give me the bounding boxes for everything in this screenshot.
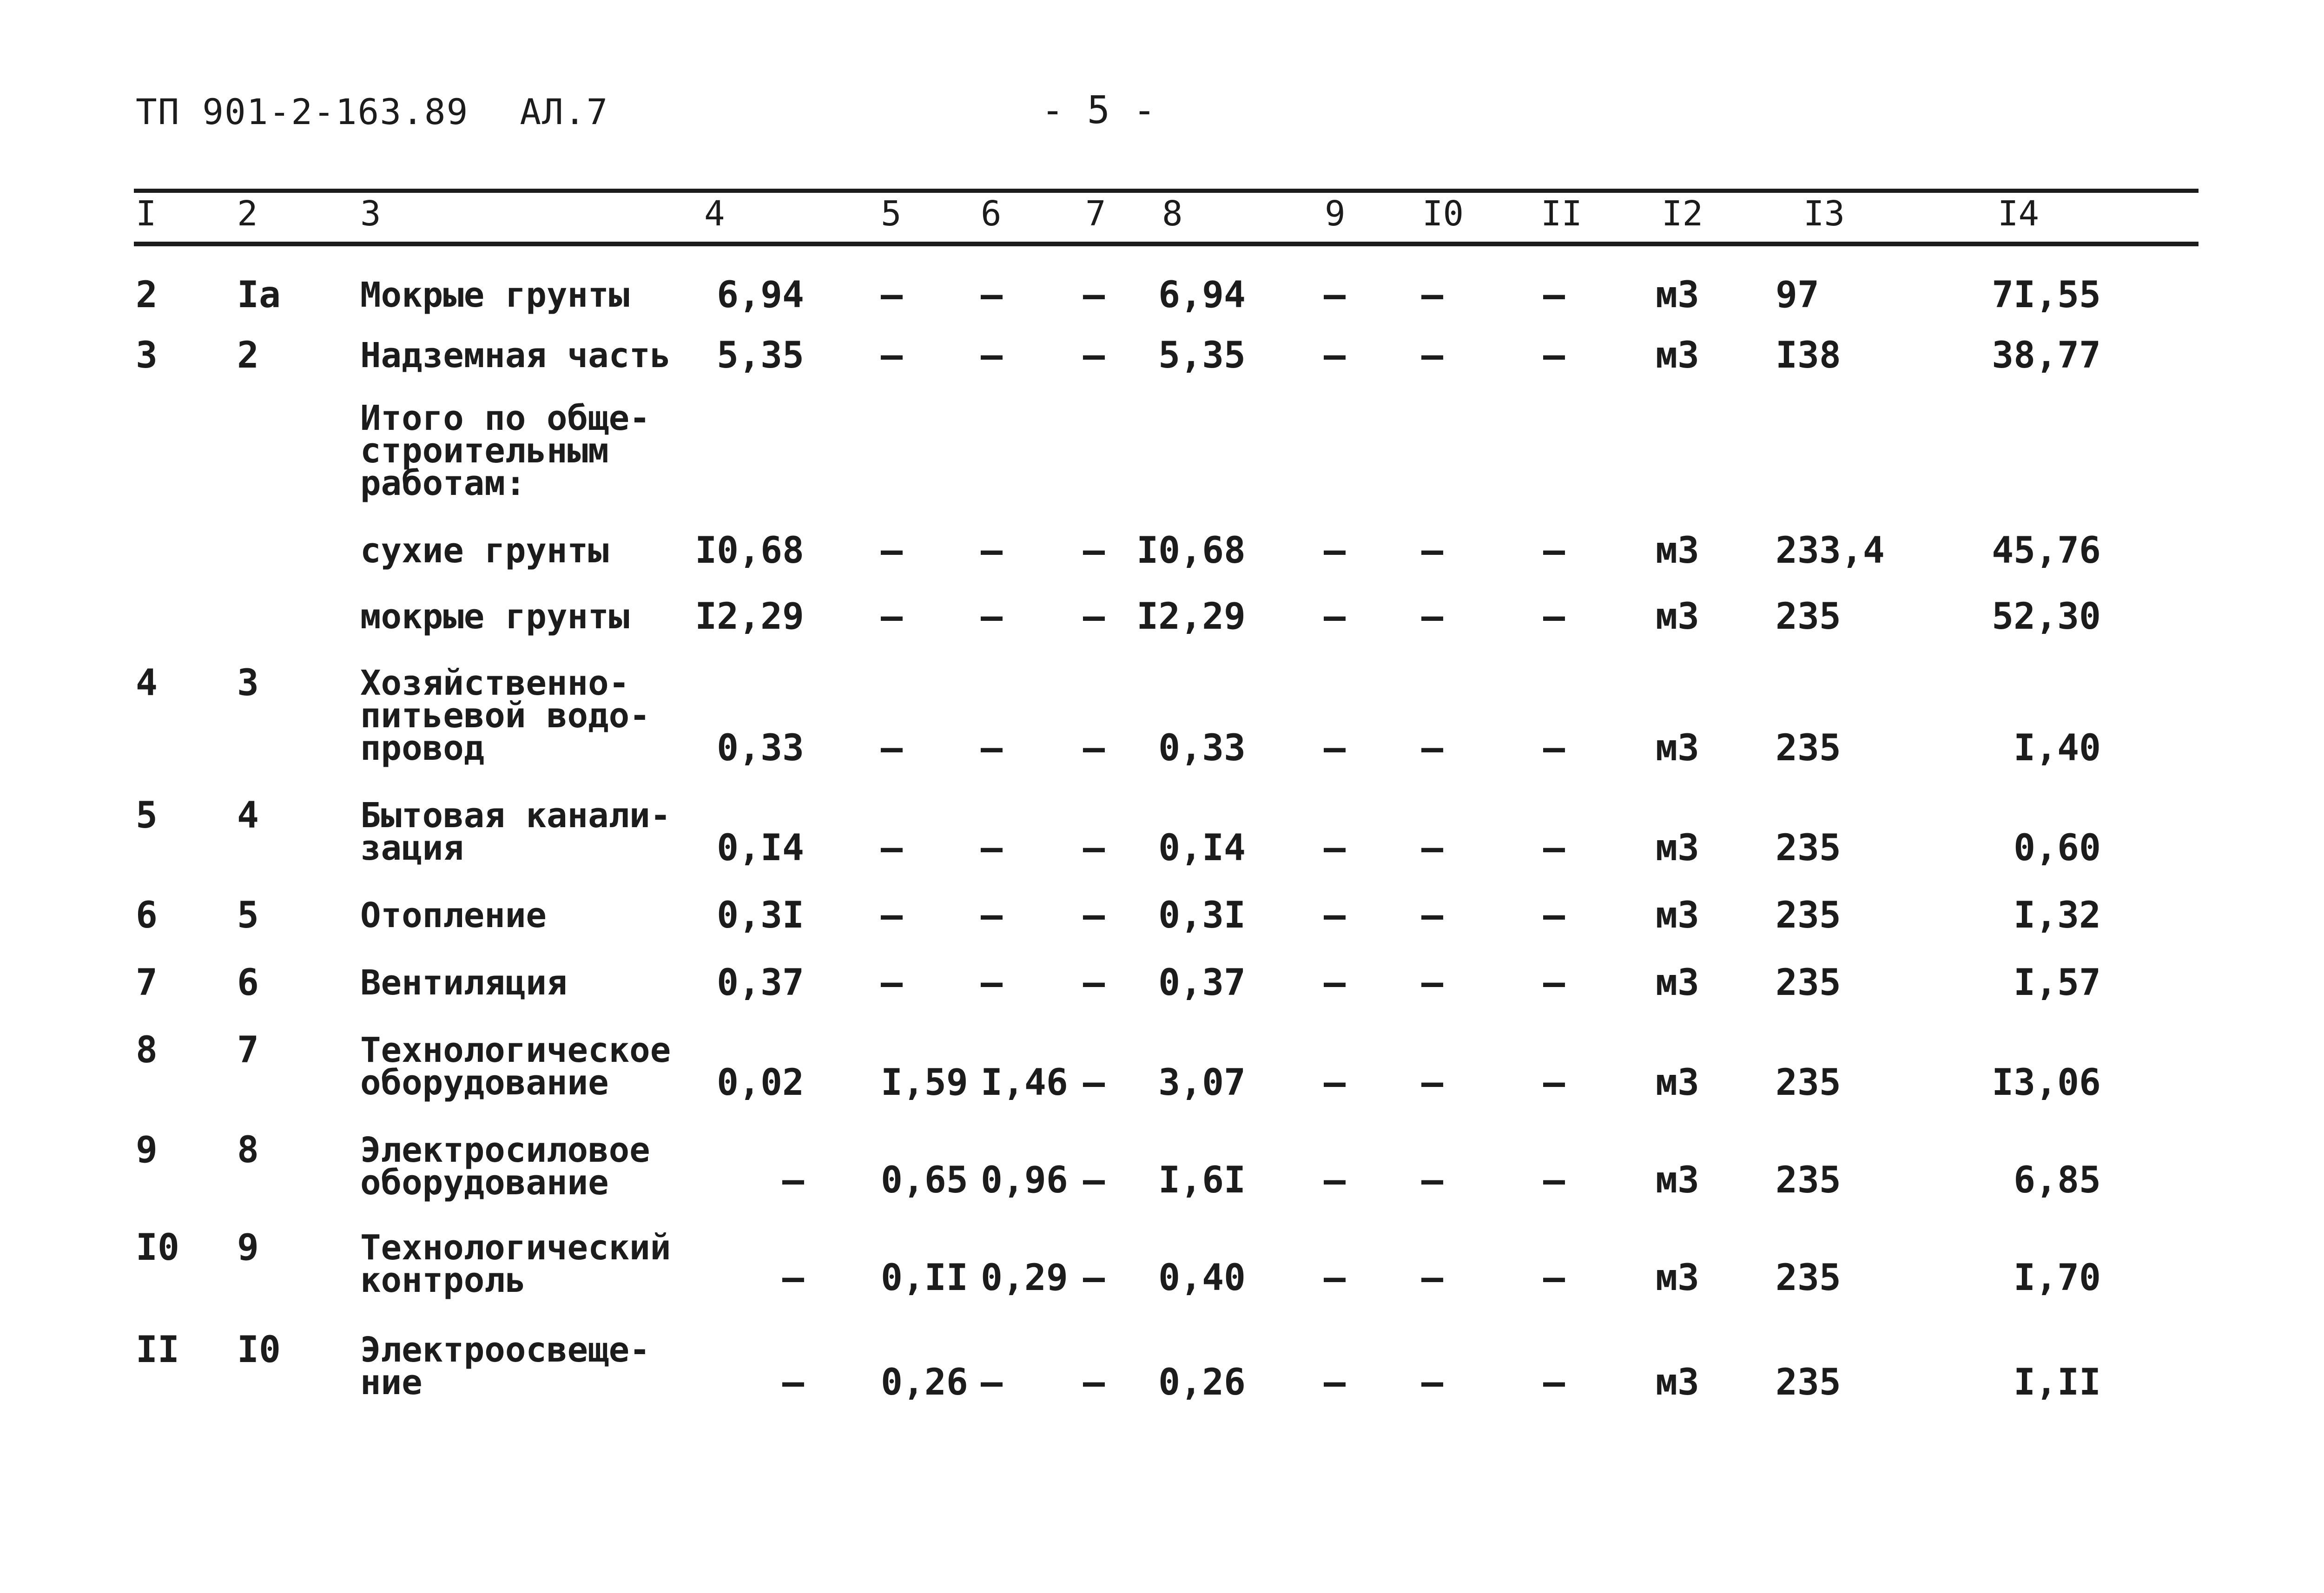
- table-cell-c11: –: [1543, 335, 1565, 376]
- table-cell-c11: –: [1543, 1362, 1565, 1403]
- table-cell-c8: 3,07: [1158, 1062, 1246, 1104]
- table-cell-c10: –: [1421, 1257, 1443, 1299]
- table-cell-c5: –: [881, 596, 903, 638]
- table-cell-c12: м3: [1656, 596, 1699, 638]
- table-cell-name: Электроосвеще- ние: [360, 1330, 650, 1402]
- table-cell-c13: I38: [1776, 335, 1841, 376]
- table-cell-c12: м3: [1656, 895, 1699, 936]
- table-cell-c9: –: [1324, 1062, 1346, 1104]
- table-cell-c1: II: [136, 1329, 179, 1371]
- table-cell-c8: I,6I: [1158, 1159, 1246, 1201]
- table-cell-c4: 0,37: [717, 962, 804, 1004]
- table-cell-c2: 2: [237, 335, 259, 376]
- table-cell-c13: 235: [1776, 1257, 1841, 1299]
- table-cell-c9: –: [1324, 962, 1346, 1004]
- table-cell-c1: 2: [136, 274, 158, 316]
- table-cell-name: Технологическое оборудование: [360, 1030, 671, 1103]
- table-cell-c11: –: [1543, 1257, 1565, 1299]
- table-cell-name: Надземная часть: [360, 336, 671, 375]
- table-cell-c13: 97: [1776, 274, 1819, 316]
- table-cell-c7: –: [1083, 727, 1105, 769]
- table-cell-c5: I,59: [881, 1062, 968, 1104]
- table-cell-c6: 0,29: [981, 1257, 1068, 1299]
- table-cell-c12: м3: [1656, 1062, 1699, 1104]
- table-cell-c10: –: [1421, 274, 1443, 316]
- table-cell-c13: 235: [1776, 827, 1841, 869]
- table-cell-c7: –: [1083, 335, 1105, 376]
- table-cell-c2: 8: [237, 1129, 259, 1171]
- table-cell-name: Хозяйственно- питьевой водо- провод: [360, 663, 650, 768]
- table-cell-c14: I,II: [2014, 1362, 2101, 1403]
- table-cell-c2: 7: [237, 1029, 259, 1071]
- table-cell-c6: –: [981, 895, 1003, 936]
- table-cell-c4: I0,68: [695, 530, 804, 572]
- table-cell-c14: I,40: [2014, 727, 2101, 769]
- table-cell-c13: 233,4: [1776, 530, 1885, 572]
- column-header-12: I2: [1662, 194, 1703, 234]
- table-cell-name: Отопление: [360, 895, 547, 935]
- table-cell-c4: –: [782, 1159, 804, 1201]
- column-header-11: II: [1541, 194, 1583, 234]
- table-cell-c14: 6,85: [2014, 1159, 2101, 1201]
- table-cell-c7: –: [1083, 1159, 1105, 1201]
- table-cell-name: Электросиловое оборудование: [360, 1130, 650, 1203]
- table-cell-c14: 7I,55: [1992, 274, 2101, 316]
- table-cell-c7: –: [1083, 895, 1105, 936]
- table-cell-name: Вентиляция: [360, 963, 568, 1003]
- table-cell-c6: –: [981, 827, 1003, 869]
- column-header-5: 5: [881, 194, 902, 234]
- table-cell-c5: –: [881, 962, 903, 1004]
- table-cell-c1: 3: [136, 335, 158, 376]
- table-cell-c1: 4: [136, 662, 158, 704]
- table-cell-name: Технологический контроль: [360, 1228, 671, 1300]
- table-cell-c5: –: [881, 274, 903, 316]
- table-cell-c5: –: [881, 727, 903, 769]
- table-cell-c10: –: [1421, 530, 1443, 572]
- table-cell-c6: –: [981, 335, 1003, 376]
- table-cell-c7: –: [1083, 827, 1105, 869]
- table-cell-c7: –: [1083, 530, 1105, 572]
- table-cell-c8: I2,29: [1136, 596, 1246, 638]
- table-cell-c4: 0,02: [717, 1062, 804, 1104]
- document-code: ТП 901-2-163.89: [136, 91, 469, 132]
- table-cell-c13: 235: [1776, 895, 1841, 936]
- table-cell-c10: –: [1421, 596, 1443, 638]
- table-cell-c9: –: [1324, 335, 1346, 376]
- table-cell-c8: 0,37: [1158, 962, 1246, 1004]
- table-cell-c13: 235: [1776, 1159, 1841, 1201]
- table-cell-c5: –: [881, 827, 903, 869]
- table-cell-c2: 6: [237, 962, 259, 1004]
- table-cell-c8: 0,26: [1158, 1362, 1246, 1403]
- table-cell-c5: –: [881, 530, 903, 572]
- table-cell-c14: 52,30: [1992, 596, 2101, 638]
- page-number: - 5 -: [1041, 88, 1156, 132]
- table-cell-c9: –: [1324, 1257, 1346, 1299]
- table-cell-c9: –: [1324, 530, 1346, 572]
- table-cell-c12: м3: [1656, 335, 1699, 376]
- table-cell-c4: 6,94: [717, 274, 804, 316]
- table-cell-name: Мокрые грунты: [360, 275, 630, 315]
- table-cell-c14: 45,76: [1992, 530, 2101, 572]
- table-cell-c4: I2,29: [695, 596, 804, 638]
- table-cell-c1: 8: [136, 1029, 158, 1071]
- table-cell-c4: 0,I4: [717, 827, 804, 869]
- table-cell-c4: 0,3I: [717, 895, 804, 936]
- table-cell-c12: м3: [1656, 727, 1699, 769]
- table-cell-c8: I0,68: [1136, 530, 1246, 572]
- table-cell-c14: 0,60: [2014, 827, 2101, 869]
- table-cell-c1: I0: [136, 1227, 179, 1269]
- table-cell-c6: –: [981, 1362, 1003, 1403]
- table-cell-c11: –: [1543, 962, 1565, 1004]
- column-header-8: 8: [1162, 194, 1183, 234]
- column-header-14: I4: [1998, 194, 2040, 234]
- table-cell-c6: –: [981, 530, 1003, 572]
- table-cell-c5: –: [881, 335, 903, 376]
- table-cell-c10: –: [1421, 1362, 1443, 1403]
- table-cell-name: мокрые грунты: [360, 597, 630, 637]
- table-cell-c14: I,32: [2014, 895, 2101, 936]
- table-cell-c14: 38,77: [1992, 335, 2101, 376]
- table-cell-c2: 5: [237, 895, 259, 936]
- table-cell-c10: –: [1421, 335, 1443, 376]
- table-cell-c4: –: [782, 1362, 804, 1403]
- table-cell-c13: 235: [1776, 1362, 1841, 1403]
- table-cell-c1: 9: [136, 1129, 158, 1171]
- table-cell-c12: м3: [1656, 274, 1699, 316]
- table-cell-c1: 5: [136, 795, 158, 836]
- column-header-7: 7: [1085, 194, 1106, 234]
- table-cell-c9: –: [1324, 274, 1346, 316]
- table-cell-c1: 6: [136, 895, 158, 936]
- table-cell-c6: I,46: [981, 1062, 1068, 1104]
- table-cell-name: Итого по обще- строительным работам:: [360, 398, 650, 503]
- table-cell-c13: 235: [1776, 596, 1841, 638]
- table-cell-c8: 5,35: [1158, 335, 1246, 376]
- column-header-13: I3: [1803, 194, 1845, 234]
- table-cell-c11: –: [1543, 530, 1565, 572]
- table-cell-c2: I0: [237, 1329, 281, 1371]
- table-cell-c5: 0,26: [881, 1362, 968, 1403]
- table-cell-c14: I3,06: [1992, 1062, 2101, 1104]
- table-cell-c6: –: [981, 596, 1003, 638]
- table-cell-c6: –: [981, 274, 1003, 316]
- table-cell-c12: м3: [1656, 1257, 1699, 1299]
- table-cell-c10: –: [1421, 827, 1443, 869]
- table-cell-c11: –: [1543, 727, 1565, 769]
- table-cell-c12: м3: [1656, 530, 1699, 572]
- table-cell-c12: м3: [1656, 1159, 1699, 1201]
- table-cell-c5: –: [881, 895, 903, 936]
- table-cell-c11: –: [1543, 895, 1565, 936]
- table-cell-c9: –: [1324, 1362, 1346, 1403]
- table-cell-c14: I,70: [2014, 1257, 2101, 1299]
- table-cell-c10: –: [1421, 1062, 1443, 1104]
- table-cell-c11: –: [1543, 1159, 1565, 1201]
- table-cell-c8: 0,3I: [1158, 895, 1246, 936]
- table-cell-c4: 0,33: [717, 727, 804, 769]
- table-cell-c5: 0,II: [881, 1257, 968, 1299]
- table-cell-c7: –: [1083, 1362, 1105, 1403]
- column-header-4: 4: [704, 194, 725, 234]
- column-header-9: 9: [1325, 194, 1346, 234]
- column-header-6: 6: [981, 194, 1002, 234]
- table-cell-c10: –: [1421, 962, 1443, 1004]
- table-cell-name: Бытовая канали- зация: [360, 796, 671, 868]
- table-cell-c14: I,57: [2014, 962, 2101, 1004]
- table-cell-c7: –: [1083, 274, 1105, 316]
- table-cell-c7: –: [1083, 596, 1105, 638]
- table-cell-c13: 235: [1776, 962, 1841, 1004]
- table-cell-c5: 0,65: [881, 1159, 968, 1201]
- table-cell-c7: –: [1083, 1062, 1105, 1104]
- table-cell-c10: –: [1421, 727, 1443, 769]
- column-header-2: 2: [237, 194, 258, 234]
- sheet-label: АЛ.7: [520, 91, 609, 132]
- table-cell-c9: –: [1324, 827, 1346, 869]
- table-cell-c6: 0,96: [981, 1159, 1068, 1201]
- table-cell-c9: –: [1324, 596, 1346, 638]
- column-header-10: I0: [1422, 194, 1464, 234]
- table-cell-c8: 0,40: [1158, 1257, 1246, 1299]
- table-cell-c2: Iа: [237, 274, 281, 316]
- table-cell-c13: 235: [1776, 727, 1841, 769]
- table-cell-c2: 9: [237, 1227, 259, 1269]
- table-cell-c11: –: [1543, 1062, 1565, 1104]
- column-header-1: I: [136, 194, 157, 234]
- table-cell-c1: 7: [136, 962, 158, 1004]
- table-cell-c7: –: [1083, 1257, 1105, 1299]
- table-cell-name: сухие грунты: [360, 531, 609, 571]
- table-cell-c11: –: [1543, 596, 1565, 638]
- table-cell-c2: 3: [237, 662, 259, 704]
- table-cell-c6: –: [981, 962, 1003, 1004]
- table-cell-c13: 235: [1776, 1062, 1841, 1104]
- table-cell-c8: 0,33: [1158, 727, 1246, 769]
- table-cell-c2: 4: [237, 795, 259, 836]
- table-cell-c4: 5,35: [717, 335, 804, 376]
- table-cell-c9: –: [1324, 727, 1346, 769]
- table-cell-c8: 0,I4: [1158, 827, 1246, 869]
- table-cell-c10: –: [1421, 895, 1443, 936]
- table-cell-c12: м3: [1656, 1362, 1699, 1403]
- table-cell-c12: м3: [1656, 827, 1699, 869]
- table-cell-c11: –: [1543, 274, 1565, 316]
- table-cell-c9: –: [1324, 895, 1346, 936]
- table-cell-c10: –: [1421, 1159, 1443, 1201]
- table-cell-c8: 6,94: [1158, 274, 1246, 316]
- table-cell-c7: –: [1083, 962, 1105, 1004]
- table-cell-c12: м3: [1656, 962, 1699, 1004]
- table-cell-c4: –: [782, 1257, 804, 1299]
- column-header-3: 3: [360, 194, 381, 234]
- table-cell-c9: –: [1324, 1159, 1346, 1201]
- table-cell-c6: –: [981, 727, 1003, 769]
- table-cell-c11: –: [1543, 827, 1565, 869]
